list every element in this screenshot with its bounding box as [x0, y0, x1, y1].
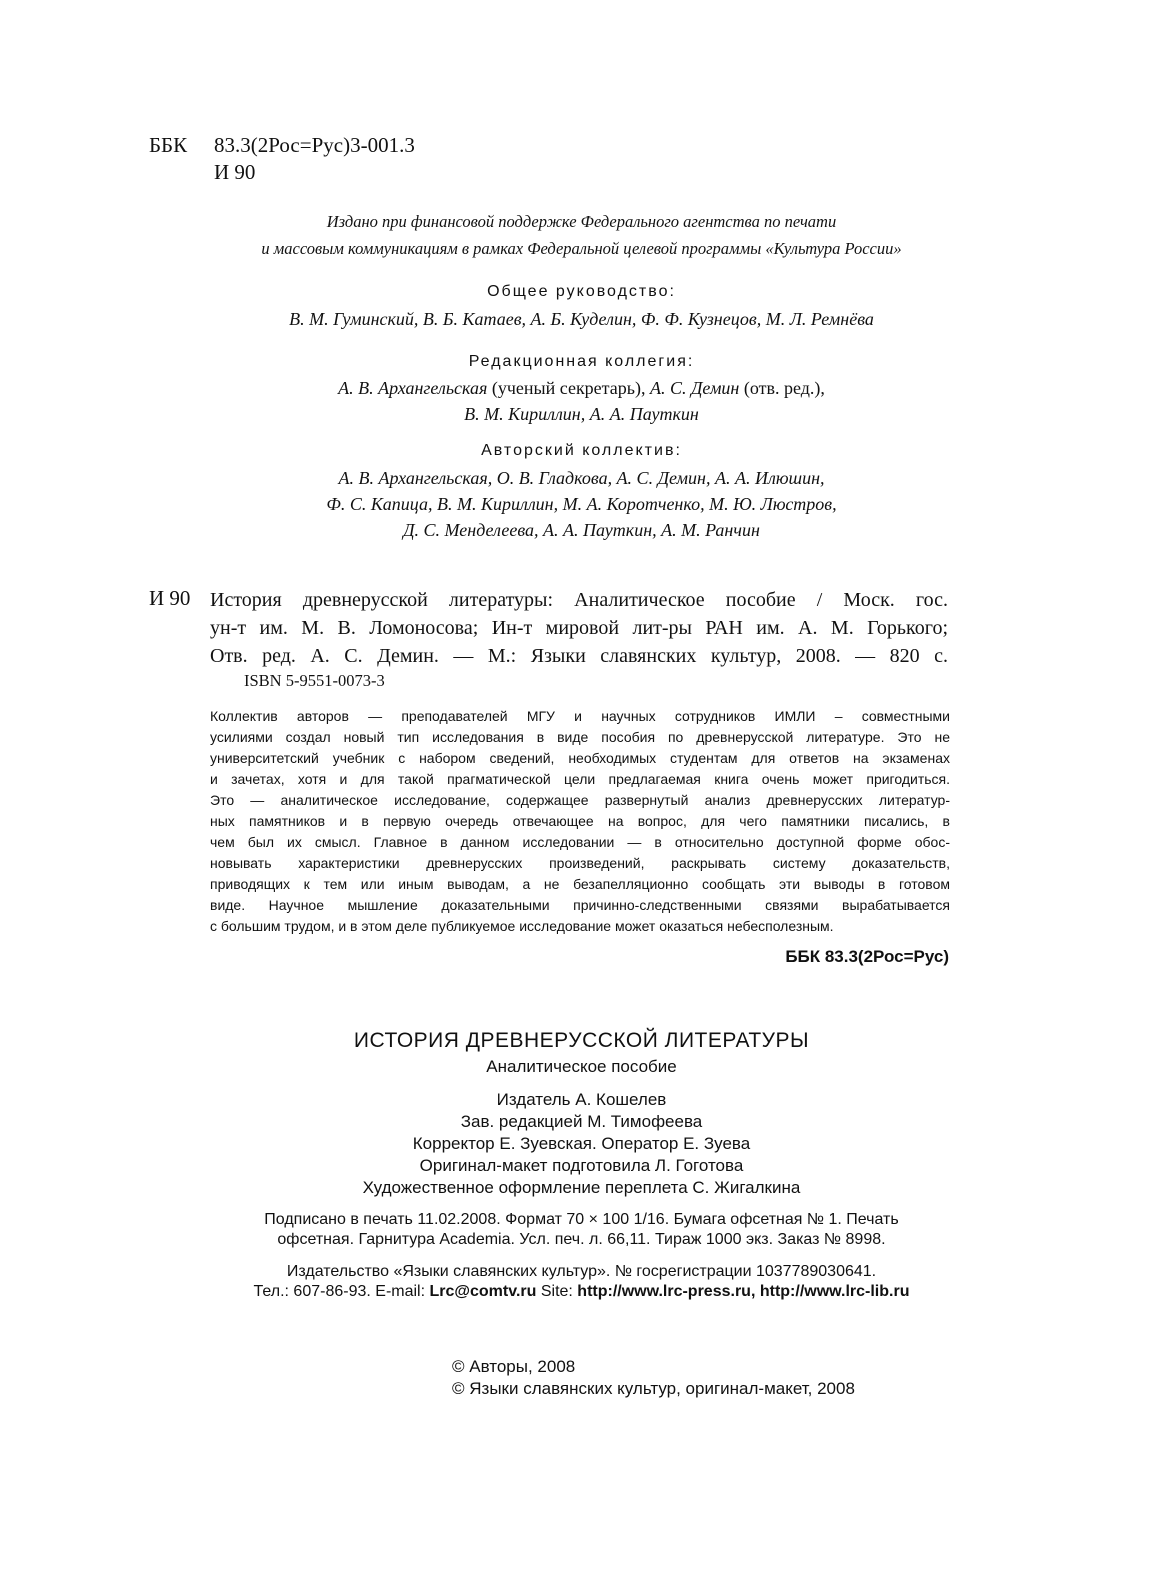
abstract-line: новывать характеристики древнерусских произведений, раскрывать систему доказательств,	[210, 855, 950, 871]
credit-publisher: Издатель А. Кошелев	[496, 1090, 667, 1109]
board-member: А. С. Демин	[649, 378, 740, 398]
publisher-info	[0, 1262, 1163, 1302]
publisher-line: Издательство «Языки славянских культур». № госрегистрации 1037789030641.	[286, 1263, 877, 1280]
funding-note-line: Издано при финансовой поддержке Федерального агентства по печати	[326, 212, 837, 231]
editorial-board-heading: Редакционная коллегия:	[468, 353, 695, 370]
authors-line: А. В. Архангельская, О. В. Гладкова, А. С. Демин, А. А. Илюшин,	[338, 468, 825, 488]
book-title: ИСТОРИЯ ДРЕВНЕРУССКОЙ ЛИТЕРАТУРЫ	[353, 1029, 810, 1052]
bbk-label: ББК	[149, 133, 188, 157]
funding-note-line: и массовым коммуникациям в рамках Федеральной целевой программы «Культура России»	[261, 239, 902, 258]
separator: ,	[750, 1283, 760, 1300]
credit-layout: Оригинал-макет подготовила Л. Гоготова	[419, 1156, 744, 1175]
isbn: ISBN 5-9551-0073-3	[244, 671, 385, 690]
copyright	[452, 1356, 855, 1400]
abstract	[210, 706, 950, 937]
biblio-line: История древнерусской литературы: Аналитическое пособие / Моск. гос.	[210, 589, 948, 611]
phone-label: Тел.: 607-86-93. E-mail:	[253, 1283, 430, 1300]
title-block	[0, 1027, 1163, 1079]
imprint	[0, 1210, 1163, 1250]
biblio-line: Отв. ред. А. С. Демин. — М.: Языки славянских культур, 2008. — 820 с.	[210, 645, 948, 667]
general-guidance-heading: Общее руководство:	[487, 283, 676, 300]
funding-note	[0, 208, 1163, 262]
general-guidance-names: В. М. Гуминский, В. Б. Катаев, А. Б. Куделин, Ф. Ф. Кузнецов, М. Л. Ремнёва	[289, 309, 874, 329]
credits	[0, 1089, 1163, 1199]
biblio-line: ун-т им. М. В. Ломоносова; Ин-т мировой лит-ры РАН им. А. М. Горького;	[210, 617, 948, 639]
site-link-press[interactable]: http://www.lrc-press.ru	[577, 1283, 751, 1300]
copyright-publisher: © Языки славянских культур, оригинал-макет, 2008	[452, 1379, 855, 1398]
abstract-line: усилиями создал новый тип исследования в виде пособия по древнерусской литературе. Это не	[210, 729, 950, 745]
bbk-code: 83.3(2Рос=Рус)3-001.3	[214, 133, 415, 157]
site-label: Site:	[536, 1283, 578, 1300]
authors-collective-heading: Авторский коллектив:	[481, 442, 682, 459]
imprint-line: Подписано в печать 11.02.2008. Формат 70 × 100 1/16. Бумага офсетная № 1. Печать	[264, 1211, 899, 1228]
authors-collective-names	[0, 465, 1163, 543]
abstract-line: ных памятников и в первую очередь отвечающее на вопрос, для чего памятники писались, в	[210, 813, 950, 829]
contacts-line	[0, 1282, 1163, 1302]
abstract-line: университетский учебник с набором сведений, необходимых студентам для ответов на экзаменах	[210, 750, 950, 766]
bibliographic-mark: И 90	[149, 586, 191, 610]
abstract-line: чем был их смысл. Главное в данном исследовании — в относительно доступной форме обос-	[210, 834, 950, 850]
board-role: (ученый секретарь),	[487, 378, 650, 398]
abstract-line: Это — аналитическое исследование, содержащее развернутый анализ древнерусских литератур-	[210, 792, 950, 808]
authors-line: Д. С. Менделеева, А. А. Пауткин, А. М. Ранчин	[403, 520, 760, 540]
abstract-bbk: ББК 83.3(2Рос=Рус)	[785, 947, 949, 966]
editorial-board-names	[0, 375, 1163, 427]
credit-proofreader: Корректор Е. Зуевская. Оператор Е. Зуева	[412, 1134, 751, 1153]
abstract-line: и зачетах, хотя и для такой прагматической цели предлагаемая книга очень может пригодиться.	[210, 771, 950, 787]
abstract-line: с большим трудом, и в этом деле публикуемое исследование может оказаться небесполезным.	[210, 918, 834, 934]
abstract-line: Коллектив авторов — преподавателей МГУ и научных сотрудников ИМЛИ – совместными	[210, 708, 950, 724]
credit-editor: Зав. редакцией М. Тимофеева	[460, 1112, 703, 1131]
board-role: (отв. ред.),	[739, 378, 825, 398]
abstract-line: виде. Научное мышление доказательными причинно-следственными связями вырабатывается	[210, 897, 950, 913]
site-link-lib[interactable]: http://www.lrc-lib.ru	[759, 1283, 910, 1300]
email-link[interactable]: Lrc@comtv.ru	[429, 1283, 537, 1300]
abstract-line: приводящих к тем или иным выводам, а не безапелляционно сообщать эти выводы в готовом	[210, 876, 950, 892]
credit-cover: Художественное оформление переплета С. Жигалкина	[362, 1178, 801, 1197]
imprint-line: офсетная. Гарнитура Academia. Усл. печ. л. 66,11. Тираж 1000 экз. Заказ № 8998.	[277, 1231, 886, 1248]
board-member: А. В. Архангельская	[338, 378, 488, 398]
authors-line: Ф. С. Капица, В. М. Кириллин, М. А. Коротченко, М. Ю. Люстров,	[326, 494, 837, 514]
book-subtitle: Аналитическое пособие	[486, 1057, 677, 1076]
editorial-board-line: В. М. Кириллин, А. А. Пауткин	[464, 404, 699, 424]
editorial-board-line	[0, 375, 1163, 401]
copyright-authors: © Авторы, 2008	[452, 1357, 576, 1376]
bibliographic-description	[210, 586, 948, 670]
author-mark: И 90	[214, 160, 256, 184]
